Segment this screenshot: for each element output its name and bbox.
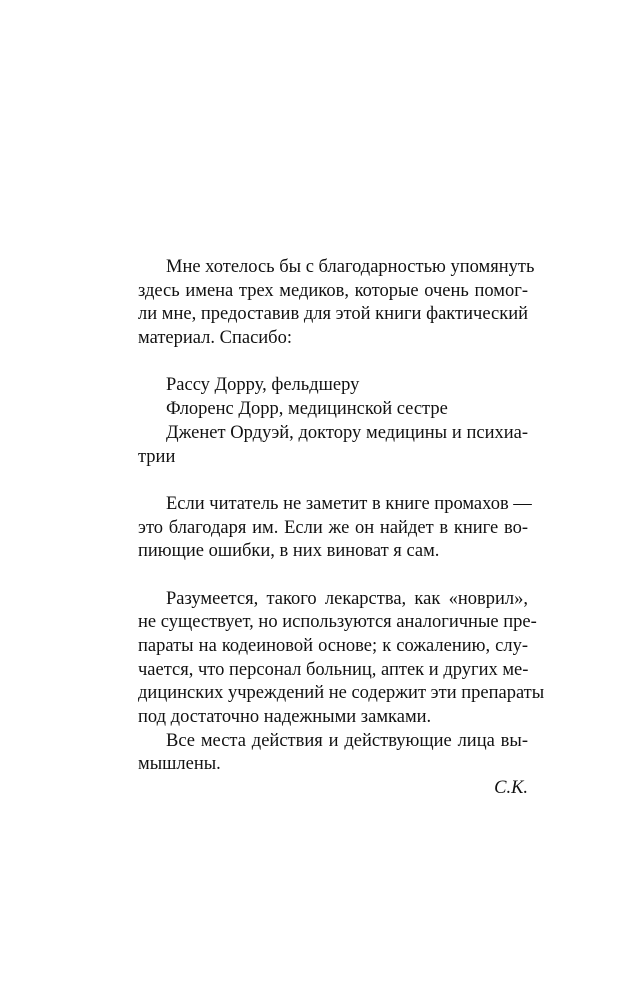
drug-line-1: Разумеется, такого лекарства, как «новрил», <box>166 588 528 609</box>
name-line-3: Дженет Ордуэй, доктору медицины и психиа- <box>166 422 528 443</box>
drug-line-2: не существует, но используются аналогичные пре- <box>138 612 537 633</box>
name-line-2: Флоренс Дорр, медицинской сестре <box>166 399 448 420</box>
paragraph-gap <box>138 469 528 493</box>
acknowledgment-line-2: здесь имена трех медиков, которые очень помог- <box>138 280 528 301</box>
errors-line-2: это благодаря им. Если же он найдет в книге во- <box>138 517 528 538</box>
drug-line-5: дицинских учреждений не содержит эти препараты <box>138 683 545 704</box>
drug-line-6: под достаточно надежными замками. <box>138 707 432 728</box>
fiction-line-1: Все места действия и действующие лица вы- <box>166 730 528 751</box>
errors-line-3: пиющие ошибки, в них виноват я сам. <box>138 541 440 562</box>
acknowledgment-line-3: ли мне, предоставив для этой книги фактический <box>138 304 528 325</box>
author-signature: С.К. <box>494 778 528 799</box>
errors-line-1: Если читатель не заметит в книге промахов — <box>166 493 532 514</box>
acknowledgment-line-4: материал. Спасибо: <box>138 328 292 349</box>
drug-line-3: параты на кодеиновой основе; к сожалению, слу- <box>138 636 528 656</box>
paragraph-gap <box>138 351 528 375</box>
drug-line-4: чается, что персонал больниц, аптек и других ме- <box>138 659 529 680</box>
acknowledgment-line-1: Мне хотелось бы с благодарностью упомянуть <box>166 257 535 277</box>
acknowledgments-text <box>138 256 545 801</box>
name-line-1: Рассу Дорру, фельдшеру <box>166 375 360 396</box>
fiction-line-2: мышлены. <box>138 754 221 775</box>
name-line-4: трии <box>138 446 176 467</box>
paragraph-gap <box>138 564 528 588</box>
